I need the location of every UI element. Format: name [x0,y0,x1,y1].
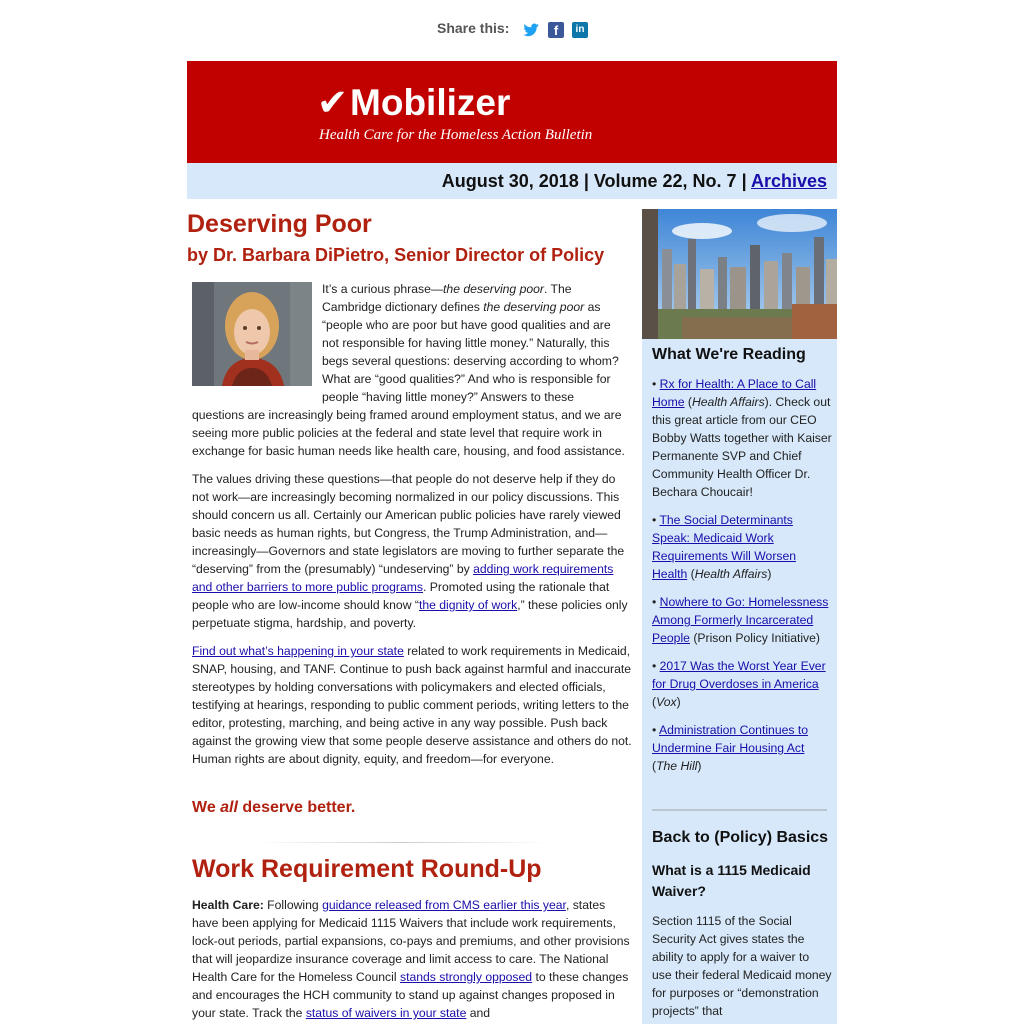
dateline-bar [187,163,837,199]
list-item: • Nowhere to Go: Homelessness Among Formerly Incarcerated People (Prison Policy Initiative) [652,595,829,645]
list-item: • The Social Determinants Speak: Medicaid Work Requirements Will Worsen Health (Health Affairs) [652,513,797,581]
reading-link[interactable]: Rx for Health: A Place to Call Home [652,377,817,409]
facebook-icon[interactable]: f [548,22,564,38]
list-item: • Rx for Health: A Place to Call Home (Health Affairs). Check out this great article from our CEO Bobby Watts together with Kaiser Permanente SVP and Chief Community Health Officer Dr. Bechara Choucair! [652,377,832,499]
article-title: Deserving Poor [187,210,372,238]
tagline: Health Care for the Homeless Action Bulletin [319,127,593,143]
basics-body: Section 1115 of the Social Security Act gives states the ability to apply for a waiver to use their federal Medicaid money for purposes or “demonstration projects” that [652,914,832,1018]
article-byline: by Dr. Barbara DiPietro, Senior Director of Policy [187,245,605,265]
intro-paragraph: It’s a curious phrase—the deserving poor. The Cambridge dictionary defines the deserving poor as “people who are poor but have good qualities and are not responsible for having little money.” Naturally, this begs several questions: deserving according to whom? What are “good qualities?” And who is responsible for people “having little money?” Answers to these [322,282,619,404]
archives-link[interactable]: Archives [750,171,827,191]
action-paragraph: Find out what’s happening in your state related to work requirements in Medicaid, SNAP, housing, and TANF. Continue to push back against harmful and inaccurate stereotypes by holding conversations with policymakers and elected officials, testifying at hearings, responding to public comment periods, writing letters to the editor, protesting, marching, and being active in any way possible. Push back against the growing view that some people deserve assistance and others do not. Human rights are about dignity, equity, and freedom—for everyone. [192,644,632,766]
stands-opposed-link[interactable]: stands strongly opposed [399,970,533,984]
sidebar [642,209,837,1024]
intro-paragraph-continued: questions are increasingly being framed around employment status, and we are seeing more public policies at the federal and state level that require work in exchange for basic human needs like health care, housing, and food assistance. [192,408,625,458]
waiver-status-link[interactable]: status of waivers in your state [305,1006,467,1020]
linkedin-icon[interactable]: in [572,22,588,38]
basics-subtitle: What is a 1115 Medicaid Waiver? [652,862,811,899]
roundup-label: Health Care: [192,898,264,912]
share-bar [0,18,1024,42]
author-photo [192,282,312,386]
cms-guidance-link[interactable]: guidance released from CMS earlier this year [322,898,566,912]
reading-list [652,375,832,785]
twitter-icon[interactable] [523,22,539,38]
checkmark-icon: ✔ [317,81,349,124]
reading-link[interactable]: The Social Determinants Speak: Medicaid Work Requirements Will Worsen Health [652,513,797,581]
logo [317,81,510,124]
list-item: • 2017 Was the Worst Year Ever for Drug Overdoses in America (Vox) [652,659,826,709]
logo-title: Mobilizer [350,82,511,123]
header-banner [187,61,837,163]
your-state-link[interactable]: Find out what’s happening in your state [192,644,404,658]
closing-line: We all deserve better. [192,799,356,816]
roundup-paragraph: Health Care: Following guidance released from CMS earlier this year, states have been applying for Medicaid 1115 Waivers that include work requirements, lock-out periods, partial expansions, co-pays and premiums, and other provisions that will jeopardize insurance coverage and limit access to care. The National Health Care for the Homeless Council stands strongly opposed to these changes and encourages the HCH community to stand up against changes proposed in your state. Track the status of waivers in your state and [192,898,630,1020]
city-skyline-image [642,209,837,339]
values-paragraph: The values driving these questions—that people do not deserve help if they do not work—are increasingly becoming normalized in our policy discussions. This should concern us all. Certainly our American public policies have rarely viewed basic needs as human rights, but Congress, the Trump Administration, and—increasingly—Governors and state legislators are moving to further separate the “deserving” from the (presumably) “undeserving” by adding work requirements and other barriers to more public programs. Promoted using the rationale that people who are low-income should know “the dignity of work,” these policies only perpetuate stigma, hardship, and poverty. [192,472,628,630]
dignity-of-work-link[interactable]: the dignity of work [418,598,518,612]
section-divider [257,842,547,843]
share-label: Share this: [437,20,510,36]
list-item: • Administration Continues to Undermine Fair Housing Act (The Hill) [652,723,809,773]
dateline-text [442,171,827,192]
issue-date: August 30, 2018 | Volume 22, No. 7 | [441,171,751,191]
reading-link[interactable]: 2017 Was the Worst Year Ever for Drug Overdoses in America [652,659,826,691]
sidebar-divider [652,809,827,811]
work-requirements-link[interactable]: adding work requirements and other barriers to more public programs [192,562,614,594]
reading-link[interactable]: Nowhere to Go: Homelessness Among Formerly Incarcerated People [652,595,829,645]
roundup-title: Work Requirement Round-Up [192,855,542,883]
basics-title: Back to (Policy) Basics [652,829,829,846]
reading-link[interactable]: Administration Continues to Undermine Fair Housing Act [652,723,809,755]
reading-title: What We're Reading [652,346,806,363]
